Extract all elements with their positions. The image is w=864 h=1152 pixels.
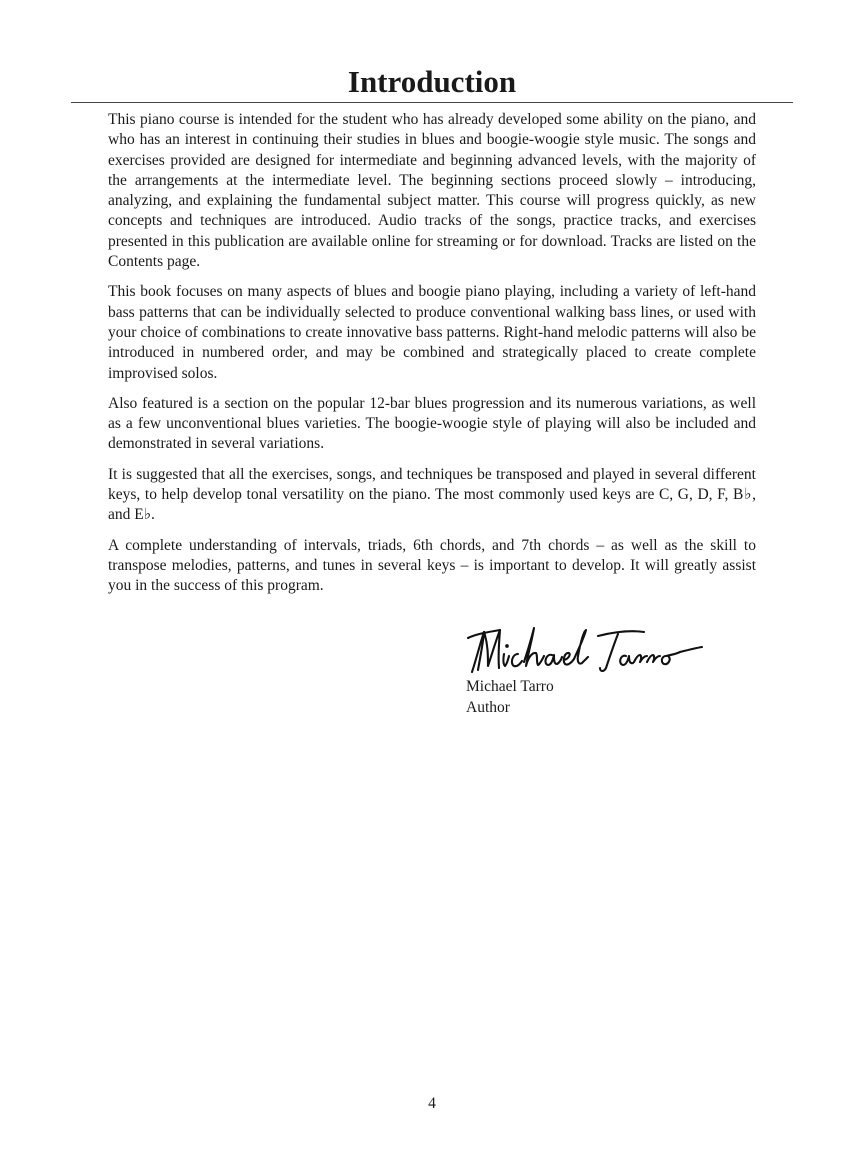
author-name: Michael Tarro — [466, 678, 554, 695]
paragraph-3: Also featured is a section on the popular 12-bar blues progression and its numerous variations, as well as a few unconventional blues varieties. The boogie-woogie style of playing will also be included and demonstrated in several variations. — [108, 394, 756, 453]
signature-block — [466, 622, 726, 718]
handwritten-signature — [466, 622, 706, 677]
page-number: 4 — [428, 1095, 436, 1112]
paragraph-2: This book focuses on many aspects of blues and boogie piano playing, including a variety of left-hand bass patterns that can be individually selected to produce conventional walking bass lines, or used with your choice of combinations to create innovative bass patterns. Right-hand melodic patterns will also be introduced in numbered order, and may be combined and strategically placed to create complete improvised solos. — [108, 283, 756, 382]
page-title: Introduction — [347, 64, 517, 99]
paragraph-1: This piano course is intended for the student who has already developed some ability on the piano, and who has an interest in continuing their studies in blues and boogie-woogie style music. The songs and exercises provided are designed for intermediate and beginning advanced levels, with the majority of the arrangements at the intermediate level. The beginning sections proceed slowly – introducing, analyzing, and explaining the fundamental subject matter. This course will progress quickly, as new concepts and techniques are introduced. Audio tracks of the songs, practice tracks, and exercises presented in this publication are available online for streaming or for download. Tracks are listed on the Contents page. — [108, 111, 756, 271]
introduction-body — [108, 110, 756, 607]
paragraph-5: A complete understanding of intervals, triads, 6th chords, and 7th chords – as well as the skill to transpose melodies, patterns, and tunes in several keys – is important to develop. It will greatly assist you in the success of this program. — [108, 536, 756, 595]
paragraph-4: It is suggested that all the exercises, songs, and techniques be transposed and played in several different keys, to help develop tonal versatility on the piano. The most commonly used keys are C, G, D, F, B♭, and E♭. — [108, 465, 756, 524]
title-divider — [71, 102, 793, 103]
author-role: Author — [466, 698, 510, 716]
